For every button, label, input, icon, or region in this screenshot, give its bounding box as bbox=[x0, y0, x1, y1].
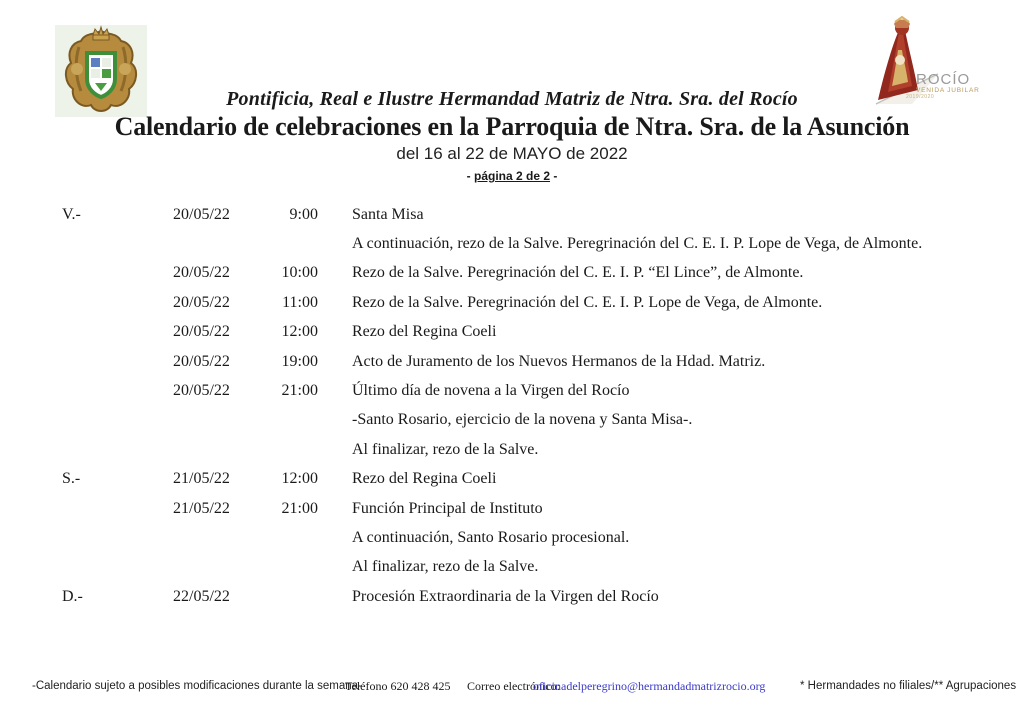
date-cell: 20/05/22 bbox=[173, 382, 230, 400]
description-cell: Al finalizar, rezo de la Salve. bbox=[352, 558, 539, 576]
description-cell: Función Principal de Instituto bbox=[352, 499, 543, 517]
footer-email-label: Correo electrónico: bbox=[467, 679, 560, 693]
description-cell: -Santo Rosario, ejercicio de la novena y Santa Misa-. bbox=[352, 411, 693, 429]
day-cell: V.- bbox=[62, 205, 81, 223]
time-cell: 19:00 bbox=[281, 352, 318, 370]
table-row bbox=[0, 465, 1024, 494]
footer bbox=[0, 678, 1024, 698]
jubilar-logo-subtitle: VENIDA JUBILAR bbox=[916, 86, 980, 94]
date-cell: 20/05/22 bbox=[173, 323, 230, 341]
page-indicator-prefix: - bbox=[466, 169, 474, 183]
description-cell: Último día de novena a la Virgen del Rocío bbox=[352, 382, 630, 400]
jubilar-logo-title: ROCÍO bbox=[916, 71, 971, 88]
page-title: Calendario de celebraciones en la Parroquia de Ntra. Sra. de la Asunción bbox=[114, 112, 910, 141]
table-row bbox=[0, 229, 1024, 258]
page-indicator-suffix: - bbox=[550, 169, 558, 183]
footer-legend: * Hermandades no filiales/** Agrupaciones bbox=[800, 680, 1017, 692]
table-row bbox=[0, 523, 1024, 552]
org-title: Pontificia, Real e Ilustre Hermandad Matriz de Ntra. Sra. del Rocío bbox=[226, 88, 798, 110]
table-row bbox=[0, 347, 1024, 376]
table-row bbox=[0, 494, 1024, 523]
date-cell: 21/05/22 bbox=[173, 470, 230, 488]
page-indicator-label: página 2 de 2 bbox=[473, 169, 551, 183]
description-cell: Rezo de la Salve. Peregrinación del C. E. I. P. Lope de Vega, de Almonte. bbox=[352, 293, 823, 311]
date-cell: 21/05/22 bbox=[173, 499, 230, 517]
table-row bbox=[0, 259, 1024, 288]
description-cell: Acto de Juramento de los Nuevos Hermanos de la Hdad. Matriz. bbox=[352, 352, 766, 370]
date-range-subtitle: del 16 al 22 de MAYO de 2022 bbox=[396, 144, 628, 163]
description-cell: Al finalizar, rezo de la Salve. bbox=[352, 440, 539, 458]
table-row bbox=[0, 288, 1024, 317]
time-cell: 11:00 bbox=[282, 293, 318, 311]
day-cell: D.- bbox=[62, 587, 83, 605]
time-cell: 9:00 bbox=[289, 205, 318, 223]
time-cell: 10:00 bbox=[281, 264, 318, 282]
time-cell: 12:00 bbox=[281, 323, 318, 341]
table-row bbox=[0, 318, 1024, 347]
footer-phone: Teléfono 620 428 425 bbox=[345, 679, 451, 693]
date-cell: 20/05/22 bbox=[173, 293, 230, 311]
table-row bbox=[0, 553, 1024, 582]
schedule-table bbox=[0, 200, 1024, 611]
table-row bbox=[0, 582, 1024, 611]
jubilar-logo-year: 2019/2020 bbox=[906, 93, 935, 100]
date-cell: 20/05/22 bbox=[173, 352, 230, 370]
time-cell: 21:00 bbox=[281, 382, 318, 400]
table-row bbox=[0, 435, 1024, 464]
date-cell: 20/05/22 bbox=[173, 205, 230, 223]
description-cell: Rezo del Regina Coeli bbox=[352, 323, 497, 341]
date-cell: 20/05/22 bbox=[173, 264, 230, 282]
description-cell: Rezo de la Salve. Peregrinación del C. E. I. P. “El Lince”, de Almonte. bbox=[352, 264, 804, 282]
description-cell: Santa Misa bbox=[352, 205, 424, 223]
description-cell: A continuación, Santo Rosario procesional. bbox=[352, 528, 630, 546]
date-cell: 22/05/22 bbox=[173, 587, 230, 605]
description-cell: A continuación, rezo de la Salve. Peregrinación del C. E. I. P. Lope de Vega, de Almonte. bbox=[352, 235, 923, 253]
day-cell: S.- bbox=[62, 470, 81, 488]
description-cell: Rezo del Regina Coeli bbox=[352, 470, 497, 488]
page-indicator bbox=[0, 169, 1024, 183]
description-cell: Procesión Extraordinaria de la Virgen del Rocío bbox=[352, 587, 659, 605]
time-cell: 21:00 bbox=[281, 499, 318, 517]
time-cell: 12:00 bbox=[281, 470, 318, 488]
table-row bbox=[0, 200, 1024, 229]
table-row bbox=[0, 406, 1024, 435]
footer-note: -Calendario sujeto a posibles modificaciones durante la semana- bbox=[32, 680, 362, 692]
email-link[interactable]: oficinadelperegrino@hermandadmatrizrocio.org bbox=[533, 679, 766, 693]
table-row bbox=[0, 376, 1024, 405]
